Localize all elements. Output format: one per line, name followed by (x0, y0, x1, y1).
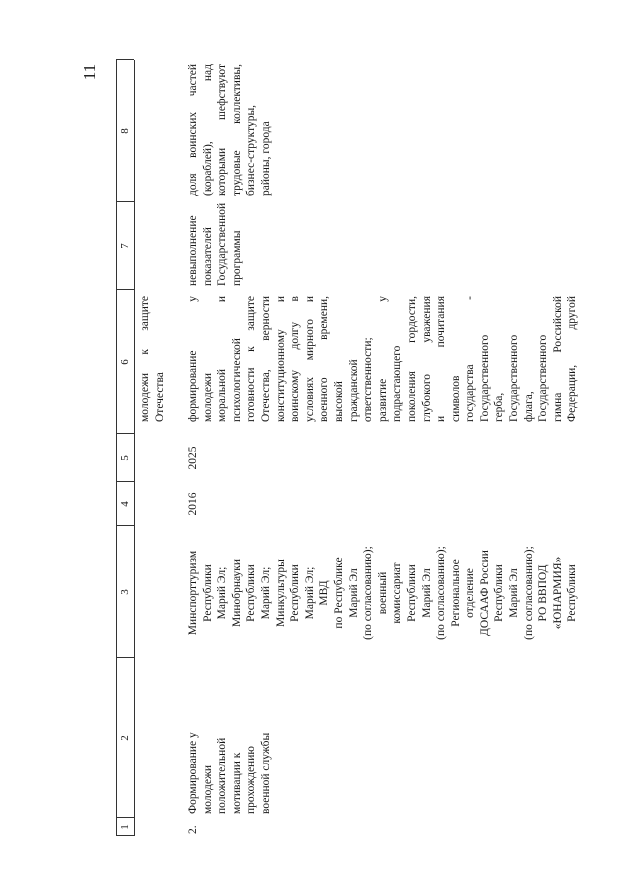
text-line: комиссариат (391, 562, 404, 624)
text-line: символов (449, 375, 462, 422)
text-line: военного времени, (318, 296, 331, 422)
text-line: МВД (318, 580, 331, 606)
continuation-text (138, 296, 167, 422)
text-line: психологической (230, 338, 243, 422)
text-line: условиях мирного и (303, 296, 316, 422)
text-line: 2025 (187, 446, 199, 470)
cell-indicators (186, 64, 274, 196)
text-line: прохождению (245, 746, 258, 814)
text-line: РО ВВПОД (537, 564, 550, 622)
cell-goal (186, 662, 274, 814)
header-col-3: 3 (119, 589, 131, 595)
text-line: бизнес-структуры, (245, 104, 258, 196)
row-number (186, 818, 201, 834)
text-line: Государственного (508, 334, 521, 422)
text-line: Республики (289, 564, 302, 622)
cell-risks (186, 202, 244, 286)
text-line: по Республике (332, 557, 345, 629)
rotated-table (116, 60, 579, 836)
text-line: (по согласованию); (435, 546, 448, 640)
text-line: герба, (493, 392, 506, 422)
text-line: государства - (464, 296, 477, 422)
text-line: районы, города (259, 121, 272, 196)
text-line: которыми шефствуют (216, 64, 229, 196)
header-col-2: 2 (119, 735, 131, 741)
text-line: глубокого уважения (420, 296, 433, 422)
text-line: программы (230, 230, 243, 286)
text-line: молодежи (201, 372, 214, 422)
text-line: Марий Эл; (303, 566, 316, 620)
text-line: готовности к защите (245, 296, 258, 422)
text-line: Отечества, верности (259, 296, 272, 422)
text-line: (по согласованию); (522, 546, 535, 640)
text-line: Формирование у (187, 732, 199, 814)
text-line: поколения гордости, (405, 296, 418, 422)
header-col-6: 6 (119, 359, 131, 365)
text-line: Республики (245, 564, 258, 622)
text-line: Марий Эл (347, 568, 360, 618)
text-line: формирование у (187, 296, 199, 422)
text-line: Федерации, другой (566, 296, 579, 422)
text-line: Минкультуры (274, 559, 287, 627)
text-line: молодежи к защите (139, 296, 151, 422)
text-line: (по согласованию); (362, 546, 375, 640)
text-line: Республики (405, 564, 418, 622)
header-rule (134, 60, 135, 836)
text-line: «ЮНАРМИЯ» (551, 556, 564, 630)
text-line: трудовые коллективы, (230, 64, 243, 196)
text-line: подрастающего (391, 345, 404, 422)
text-line: флага, (522, 391, 535, 422)
text-line: Республики (201, 564, 214, 622)
text-line: доля воинских частей (187, 64, 199, 196)
header-col-4: 4 (119, 501, 131, 507)
text-line: невыполнение (187, 215, 199, 286)
text-line: Марий Эл (420, 568, 433, 618)
text-line: и почитания (435, 296, 448, 422)
header-col-1: 1 (119, 824, 131, 830)
text-line: положительной (216, 737, 229, 814)
cell-expected-results (186, 296, 580, 422)
text-line: гражданской (347, 359, 360, 422)
text-line: Марий Эл (508, 568, 521, 618)
text-line: показателей (201, 227, 214, 286)
page-number: 11 (80, 63, 100, 81)
text-line: высокой (332, 381, 345, 422)
text-line: Отечества (153, 372, 166, 422)
text-line: Республики (566, 564, 579, 622)
text-line: Республики (493, 564, 506, 622)
header-col-7: 7 (119, 243, 131, 249)
cell-responsible (186, 528, 580, 658)
text-line: Минспорттуризм (187, 550, 199, 636)
header-col-8: 8 (119, 128, 131, 134)
text-line: Марий Эл; (216, 566, 229, 620)
text-line: Марий Эл; (259, 566, 272, 620)
text-line: отделение (464, 568, 477, 618)
text-line: 2. (187, 825, 199, 834)
text-line: Минобрнауки (230, 558, 243, 628)
text-line: молодежи (201, 764, 214, 814)
text-line: Государственной (216, 202, 229, 286)
text-line: мотивации к (230, 752, 243, 814)
header-col-5: 5 (119, 455, 131, 461)
text-line: моральной и (216, 296, 229, 422)
text-line: 2016 (187, 492, 199, 516)
text-line: развитие у (376, 296, 389, 422)
text-line: военной службы (259, 732, 272, 814)
text-line: конституционному и (274, 296, 287, 422)
cell-end-year (186, 436, 201, 480)
text-line: ответственности; (362, 337, 375, 422)
text-line: Региональное (449, 559, 462, 627)
text-line: воинскому долгу в (289, 296, 302, 422)
text-line: Государственного (478, 334, 491, 422)
text-line: (кораблей), над (201, 64, 214, 196)
text-line: ДОСААФ России (478, 550, 491, 636)
cell-start-year (186, 484, 201, 524)
text-line: Государственного (537, 334, 550, 422)
text-line: гимна Российской (551, 296, 564, 422)
text-line: военный (376, 571, 389, 615)
